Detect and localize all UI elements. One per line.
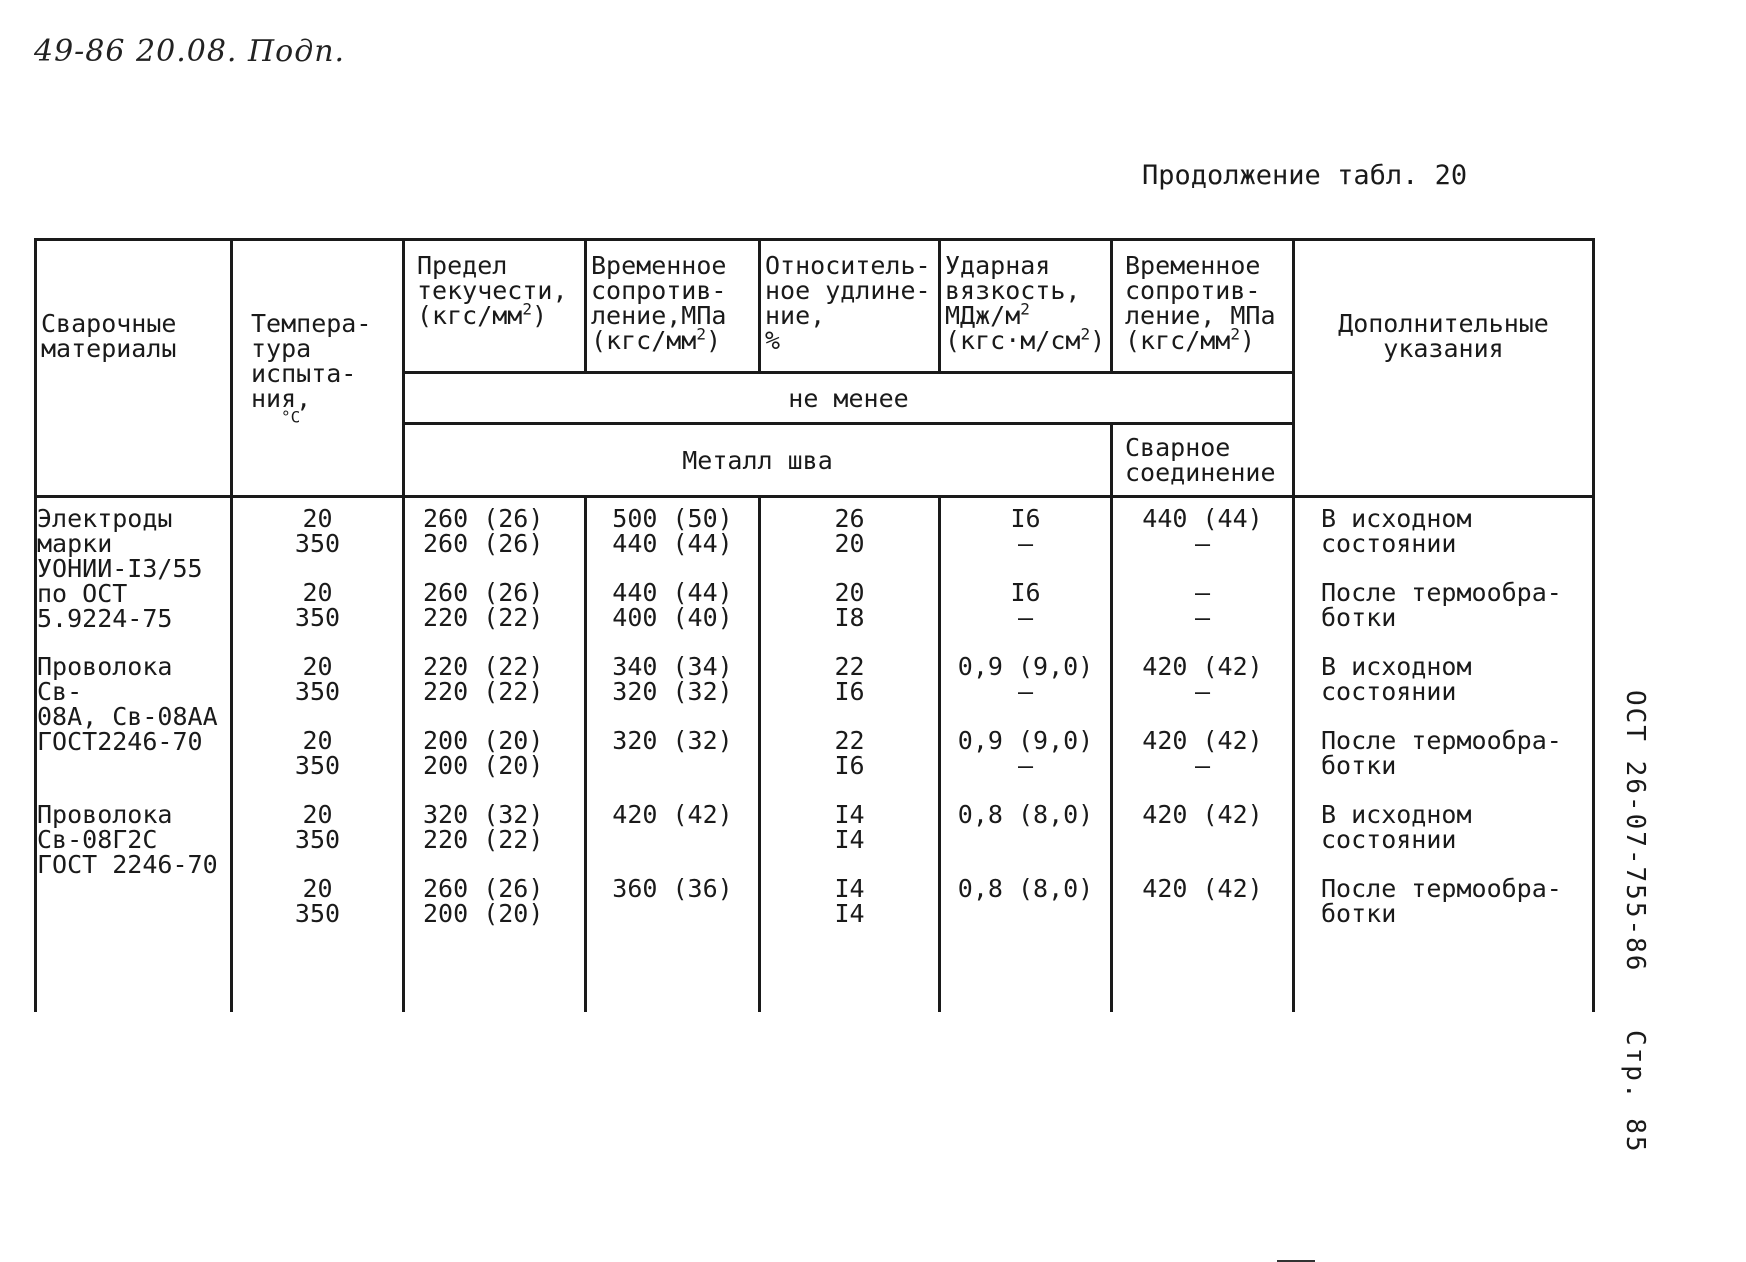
handwritten-note: 49-86 20.08. Подп. xyxy=(34,34,346,69)
temperature-cell-line: 350 xyxy=(294,677,341,706)
impact-cell xyxy=(940,646,1112,720)
elongation-cell-line: I4 xyxy=(834,825,865,854)
table-row xyxy=(36,497,1594,573)
temperature-cell xyxy=(232,572,404,646)
tensile-cell xyxy=(586,497,760,573)
notes-cell xyxy=(1294,794,1594,868)
joint-cell-line xyxy=(1117,827,1288,852)
spacer-cell xyxy=(1112,942,1294,1012)
notes-cell xyxy=(1294,720,1594,794)
impact-cell-line xyxy=(945,827,1106,852)
joint-cell-line: – xyxy=(1194,578,1211,607)
yield-cell xyxy=(404,646,586,720)
table-continuation-label: Продолжение табл. 20 xyxy=(1142,160,1468,191)
yield-cell-line: 260 (26) xyxy=(423,529,544,558)
temperature-cell-line: 20 xyxy=(302,578,333,607)
tensile-cell xyxy=(586,794,760,868)
tensile-cell-line: 360 (36) xyxy=(612,874,733,903)
tensile-cell-line xyxy=(591,901,754,926)
elongation-cell xyxy=(760,497,940,573)
notes-cell xyxy=(1294,572,1594,646)
temperature-cell xyxy=(232,720,404,794)
impact-cell-line: – xyxy=(1017,751,1034,780)
tensile-cell-line xyxy=(591,827,754,852)
header-yield: Предел текучести, $(кгс/мм^2)$ xyxy=(404,240,586,373)
yield-cell xyxy=(404,720,586,794)
elongation-cell xyxy=(760,794,940,868)
elongation-cell-line: I6 xyxy=(834,677,865,706)
tensile-cell-line: 320 (32) xyxy=(612,726,733,755)
impact-cell-line xyxy=(945,901,1106,926)
yield-cell-line: 260 (26) xyxy=(423,578,544,607)
notes-cell-line: В исходном xyxy=(1321,800,1472,829)
yield-cell xyxy=(404,794,586,868)
tensile-cell-line xyxy=(591,753,754,778)
spacer-cell xyxy=(1294,942,1594,1012)
tensile-cell-line: 440 (44) xyxy=(612,529,733,558)
temperature-cell xyxy=(232,868,404,942)
table-row xyxy=(36,794,1594,868)
elongation-cell-line: 22 xyxy=(834,726,865,755)
impact-cell-line: 0,8 (8,0) xyxy=(957,800,1094,829)
joint-cell-line: – xyxy=(1194,677,1211,706)
joint-cell xyxy=(1112,794,1294,868)
yield-cell-line: 220 (22) xyxy=(423,652,544,681)
yield-cell-line: 200 (20) xyxy=(423,726,544,755)
yield-cell xyxy=(404,868,586,942)
temperature-cell-line: 350 xyxy=(294,529,341,558)
impact-cell-line: – xyxy=(1017,677,1034,706)
joint-cell-line: – xyxy=(1194,529,1211,558)
tensile-cell-line: 320 (32) xyxy=(612,677,733,706)
header-weld-metal: Металл шва xyxy=(404,424,1112,497)
joint-cell xyxy=(1112,572,1294,646)
joint-cell-line: – xyxy=(1194,603,1211,632)
spacer-cell xyxy=(36,942,232,1012)
tensile-cell-line: 340 (34) xyxy=(612,652,733,681)
header-notes: Дополнительные указания xyxy=(1294,240,1594,497)
impact-cell-line: I6 xyxy=(1010,504,1041,533)
yield-cell-line: 220 (22) xyxy=(423,603,544,632)
joint-cell-line: 420 (42) xyxy=(1142,874,1263,903)
notes-cell-line: В исходном xyxy=(1321,504,1472,533)
joint-cell-line: – xyxy=(1194,751,1211,780)
impact-cell xyxy=(940,868,1112,942)
header-impact: Ударная вязкость, МДж/$м^2$ $(кгс\cdot м/см^2)$ xyxy=(940,240,1112,373)
impact-cell-line: – xyxy=(1017,603,1034,632)
impact-cell xyxy=(940,720,1112,794)
elongation-cell-line: 22 xyxy=(834,652,865,681)
notes-cell-line: ботки xyxy=(1321,603,1397,632)
table-row xyxy=(36,720,1594,794)
table-spacer-row xyxy=(36,942,1594,1012)
yield-cell-line: 200 (20) xyxy=(423,751,544,780)
joint-cell-line: 420 (42) xyxy=(1142,800,1263,829)
temperature-cell-line: 350 xyxy=(294,603,341,632)
notes-cell-line: состоянии xyxy=(1321,825,1457,854)
tensile-cell-line: 400 (40) xyxy=(612,603,733,632)
elongation-cell-line: 26 xyxy=(834,504,865,533)
header-tensile: Временное сопротив- ление,МПа $(кгс/мм^2)$ xyxy=(586,240,760,373)
yield-cell-line: 260 (26) xyxy=(423,504,544,533)
elongation-cell-line: I4 xyxy=(834,874,865,903)
tensile-cell-line: 420 (42) xyxy=(612,800,733,829)
impact-cell-line: 0,8 (8,0) xyxy=(957,874,1094,903)
temperature-cell-line: 20 xyxy=(302,874,333,903)
yield-cell-line: 200 (20) xyxy=(423,899,544,928)
temperature-cell-line: 350 xyxy=(294,751,341,780)
yield-cell xyxy=(404,497,586,573)
temperature-cell-line: 350 xyxy=(294,825,341,854)
header-welded-joint: Сварное соединение xyxy=(1112,424,1294,497)
table-row xyxy=(36,868,1594,942)
properties-table xyxy=(34,238,1595,1012)
tensile-cell xyxy=(586,720,760,794)
elongation-cell xyxy=(760,868,940,942)
yield-cell-line: 220 (22) xyxy=(423,677,544,706)
joint-cell-line xyxy=(1117,901,1288,926)
notes-cell-line: После термообра- xyxy=(1321,874,1562,903)
spacer-cell xyxy=(940,942,1112,1012)
yield-cell-line: 220 (22) xyxy=(423,825,544,854)
elongation-cell-line: 20 xyxy=(834,529,865,558)
elongation-cell-line: I8 xyxy=(834,603,865,632)
elongation-cell-line: I4 xyxy=(834,899,865,928)
temperature-cell xyxy=(232,646,404,720)
notes-cell-line: После термообра- xyxy=(1321,726,1562,755)
spacer-cell xyxy=(232,942,404,1012)
impact-cell-line: 0,9 (9,0) xyxy=(957,726,1094,755)
notes-cell xyxy=(1294,646,1594,720)
material-cell: Проволока Св- 08А, Св-08АА ГОСТ2246-70 xyxy=(36,646,232,794)
header-elongation: Относитель- ное удлине- ние, % xyxy=(760,240,940,373)
elongation-cell xyxy=(760,720,940,794)
elongation-cell-line: I6 xyxy=(834,751,865,780)
joint-cell-line: 440 (44) xyxy=(1142,504,1263,533)
elongation-cell-line: I4 xyxy=(834,800,865,829)
notes-cell-line: После термообра- xyxy=(1321,578,1562,607)
joint-cell-line: 420 (42) xyxy=(1142,726,1263,755)
notes-cell xyxy=(1294,497,1594,573)
joint-cell xyxy=(1112,868,1294,942)
yield-cell-line: 320 (32) xyxy=(423,800,544,829)
tensile-cell-line: 440 (44) xyxy=(612,578,733,607)
joint-cell xyxy=(1112,720,1294,794)
temperature-cell-line: 20 xyxy=(302,726,333,755)
yield-cell xyxy=(404,572,586,646)
table-row xyxy=(36,646,1594,720)
notes-cell-line: состоянии xyxy=(1321,529,1457,558)
elongation-cell xyxy=(760,572,940,646)
impact-cell-line: I6 xyxy=(1010,578,1041,607)
temperature-cell xyxy=(232,794,404,868)
temperature-cell-line: 350 xyxy=(294,899,341,928)
spacer-cell xyxy=(586,942,760,1012)
impact-cell xyxy=(940,572,1112,646)
elongation-cell xyxy=(760,646,940,720)
joint-cell-line: 420 (42) xyxy=(1142,652,1263,681)
header-temperature: Темпера- тура испыта- ния, $^{^\circ C}$ xyxy=(232,240,404,497)
notes-cell-line: состоянии xyxy=(1321,677,1457,706)
header-joint-tensile: Временное сопротив- ление, МПа $(кгс/мм^2)$ xyxy=(1112,240,1294,373)
tensile-cell xyxy=(586,868,760,942)
impact-cell xyxy=(940,497,1112,573)
yield-cell-line: 260 (26) xyxy=(423,874,544,903)
impact-cell-line: – xyxy=(1017,529,1034,558)
temperature-cell xyxy=(232,497,404,573)
impact-cell-line: 0,9 (9,0) xyxy=(957,652,1094,681)
joint-cell xyxy=(1112,646,1294,720)
header-materials: Сварочные материалы xyxy=(36,240,232,497)
document-code: ОСТ 26-07-755-86 xyxy=(1620,690,1650,973)
tensile-cell xyxy=(586,572,760,646)
spacer-cell xyxy=(760,942,940,1012)
notes-cell-line: ботки xyxy=(1321,751,1397,780)
notes-cell xyxy=(1294,868,1594,942)
notes-cell-line: В исходном xyxy=(1321,652,1472,681)
page-number: Стр. 85 xyxy=(1620,1030,1650,1154)
table-row xyxy=(36,572,1594,646)
tensile-cell-line: 500 (50) xyxy=(612,504,733,533)
joint-cell xyxy=(1112,497,1294,573)
temperature-cell-line: 20 xyxy=(302,652,333,681)
spacer-cell xyxy=(404,942,586,1012)
header-not-less: не менее xyxy=(404,373,1294,424)
notes-cell-line: ботки xyxy=(1321,899,1397,928)
material-cell: Проволока Св-08Г2С ГОСТ 2246-70 xyxy=(36,794,232,942)
tensile-cell xyxy=(586,646,760,720)
impact-cell xyxy=(940,794,1112,868)
material-cell: Электроды марки УОНИИ-I3/55 по ОСТ 5.9224-75 xyxy=(36,497,232,647)
elongation-cell-line: 20 xyxy=(834,578,865,607)
temperature-cell-line: 20 xyxy=(302,504,333,533)
temperature-cell-line: 20 xyxy=(302,800,333,829)
